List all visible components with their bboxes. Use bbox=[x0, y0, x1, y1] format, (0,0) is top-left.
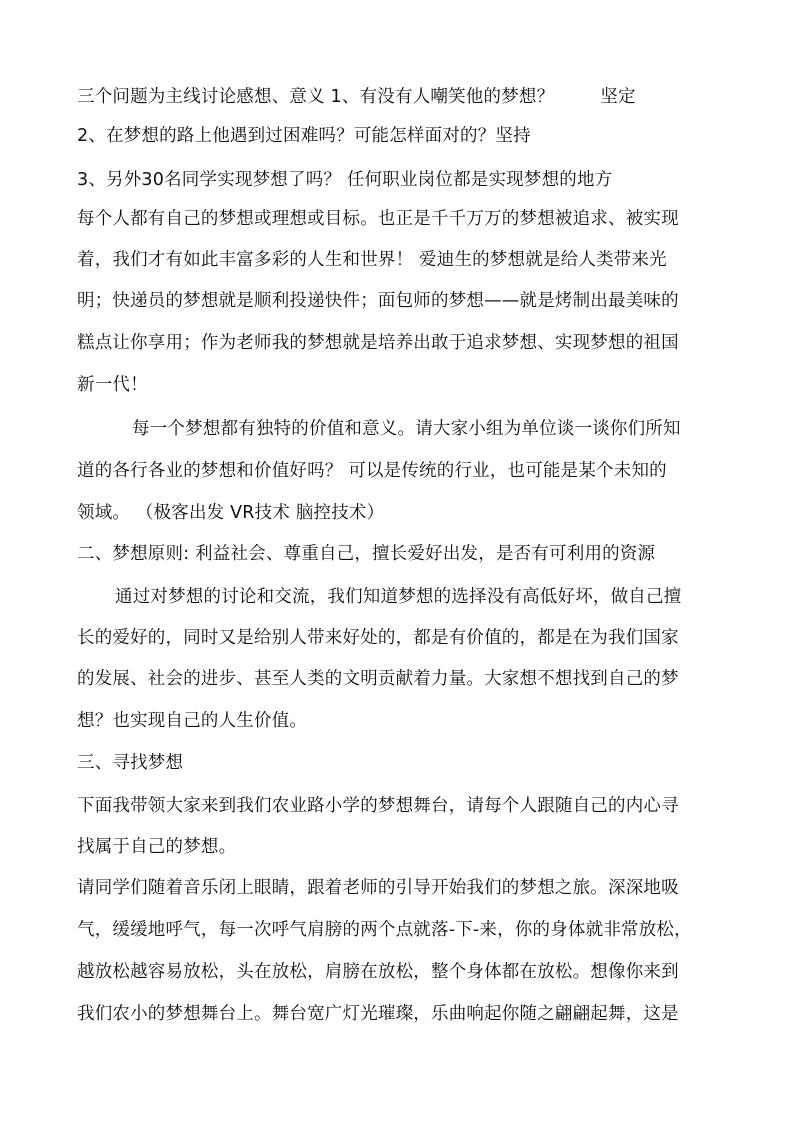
paragraph-line bbox=[115, 585, 681, 609]
paragraph-line bbox=[77, 373, 148, 397]
text-span: 二、梦想原则: 利益社会、尊重自己，擅长爱好出发，是否有可利用的资源 bbox=[77, 544, 656, 564]
text-span: 糕点让你享用；作为老师我的梦想就是培养出敢于追求梦想、实现梦想的祖国 bbox=[77, 333, 679, 353]
text-span: 三个问题为主线讨论感想、意义 1、有没有人嘲笑他的梦想？ bbox=[77, 87, 555, 107]
paragraph-line bbox=[77, 960, 679, 984]
text-span: 明；快递员的梦想就是顺利投递快件；面包师的梦想——就是烤制出最美味的 bbox=[77, 291, 679, 311]
paragraph-line bbox=[77, 124, 531, 148]
text-span: 三、寻找梦想 bbox=[77, 753, 184, 773]
paragraph-line bbox=[77, 289, 679, 313]
paragraph-line bbox=[77, 501, 384, 525]
paragraph-line bbox=[77, 1002, 679, 1026]
text-span: 领域。 （极客出发 VR技术 脑控技术） bbox=[77, 503, 385, 523]
section-heading bbox=[77, 542, 655, 566]
paragraph-line bbox=[77, 626, 679, 650]
paragraph-line bbox=[77, 667, 679, 691]
text-span: 道的各行各业的梦想和价值好吗？ 可以是传统的行业，也可能是某个未知的 bbox=[77, 461, 667, 481]
paragraph-line bbox=[77, 85, 636, 109]
text-span: 找属于自己的梦想。 bbox=[77, 837, 237, 857]
text-span: 通过对梦想的讨论和交流，我们知道梦想的选择没有高低好坏，做自己擅 bbox=[115, 587, 682, 607]
text-span: 我们农小的梦想舞台上。舞台宽广灯光璀璨，乐曲响起你随之翩翩起舞，这是 bbox=[77, 1004, 679, 1024]
text-span: 每一个梦想都有独特的价值和意义。请大家小组为单位谈一谈你们所知 bbox=[132, 419, 681, 439]
paragraph-line bbox=[77, 168, 612, 192]
paragraph-line bbox=[77, 248, 667, 272]
paragraph-line bbox=[132, 417, 681, 441]
paragraph-line bbox=[77, 331, 679, 355]
text-span: 每个人都有自己的梦想或理想或目标。也正是千千万万的梦想被追求、被实现 bbox=[77, 209, 679, 229]
paragraph-line bbox=[77, 918, 692, 942]
paragraph-line bbox=[77, 709, 307, 733]
text-span: 着，我们才有如此丰富多彩的人生和世界！ 爱迪生的梦想就是给人类带来光 bbox=[77, 250, 667, 270]
text-span: 请同学们随着音乐闭上眼睛，跟着老师的引导开始我们的梦想之旅。深深地吸 bbox=[77, 878, 679, 898]
paragraph-line bbox=[77, 459, 667, 483]
text-span: 2、在梦想的路上他遇到过困难吗？可能怎样面对的？坚持 bbox=[77, 126, 531, 146]
text-span: 3、另外30名同学实现梦想了吗？ 任何职业岗位都是实现梦想的地方 bbox=[77, 170, 613, 190]
text-span: 坚定 bbox=[600, 87, 636, 107]
paragraph-line bbox=[77, 876, 679, 900]
paragraph-line bbox=[77, 207, 679, 231]
text-span: 长的爱好的，同时又是给别人带来好处的，都是有价值的，都是在为我们国家 bbox=[77, 628, 679, 648]
paragraph-line bbox=[77, 835, 236, 859]
section-heading bbox=[77, 751, 183, 775]
paragraph-line bbox=[77, 794, 679, 818]
text-span: 气，缓缓地呼气，每一次呼气肩膀的两个点就落-下-来，你的身体就非常放松， bbox=[77, 920, 692, 940]
text-span: 下面我带领大家来到我们农业路小学的梦想舞台，请每个人跟随自己的内心寻 bbox=[77, 796, 679, 816]
text-span: 的发展、社会的进步、甚至人类的文明贡献着力量。大家想不想找到自己的梦 bbox=[77, 669, 679, 689]
text-span: 越放松越容易放松，头在放松，肩膀在放松，整个身体都在放松。想像你来到 bbox=[77, 962, 679, 982]
text-span: 想？也实现自己的人生价值。 bbox=[77, 711, 308, 731]
text-span: 新一代！ bbox=[77, 375, 148, 395]
